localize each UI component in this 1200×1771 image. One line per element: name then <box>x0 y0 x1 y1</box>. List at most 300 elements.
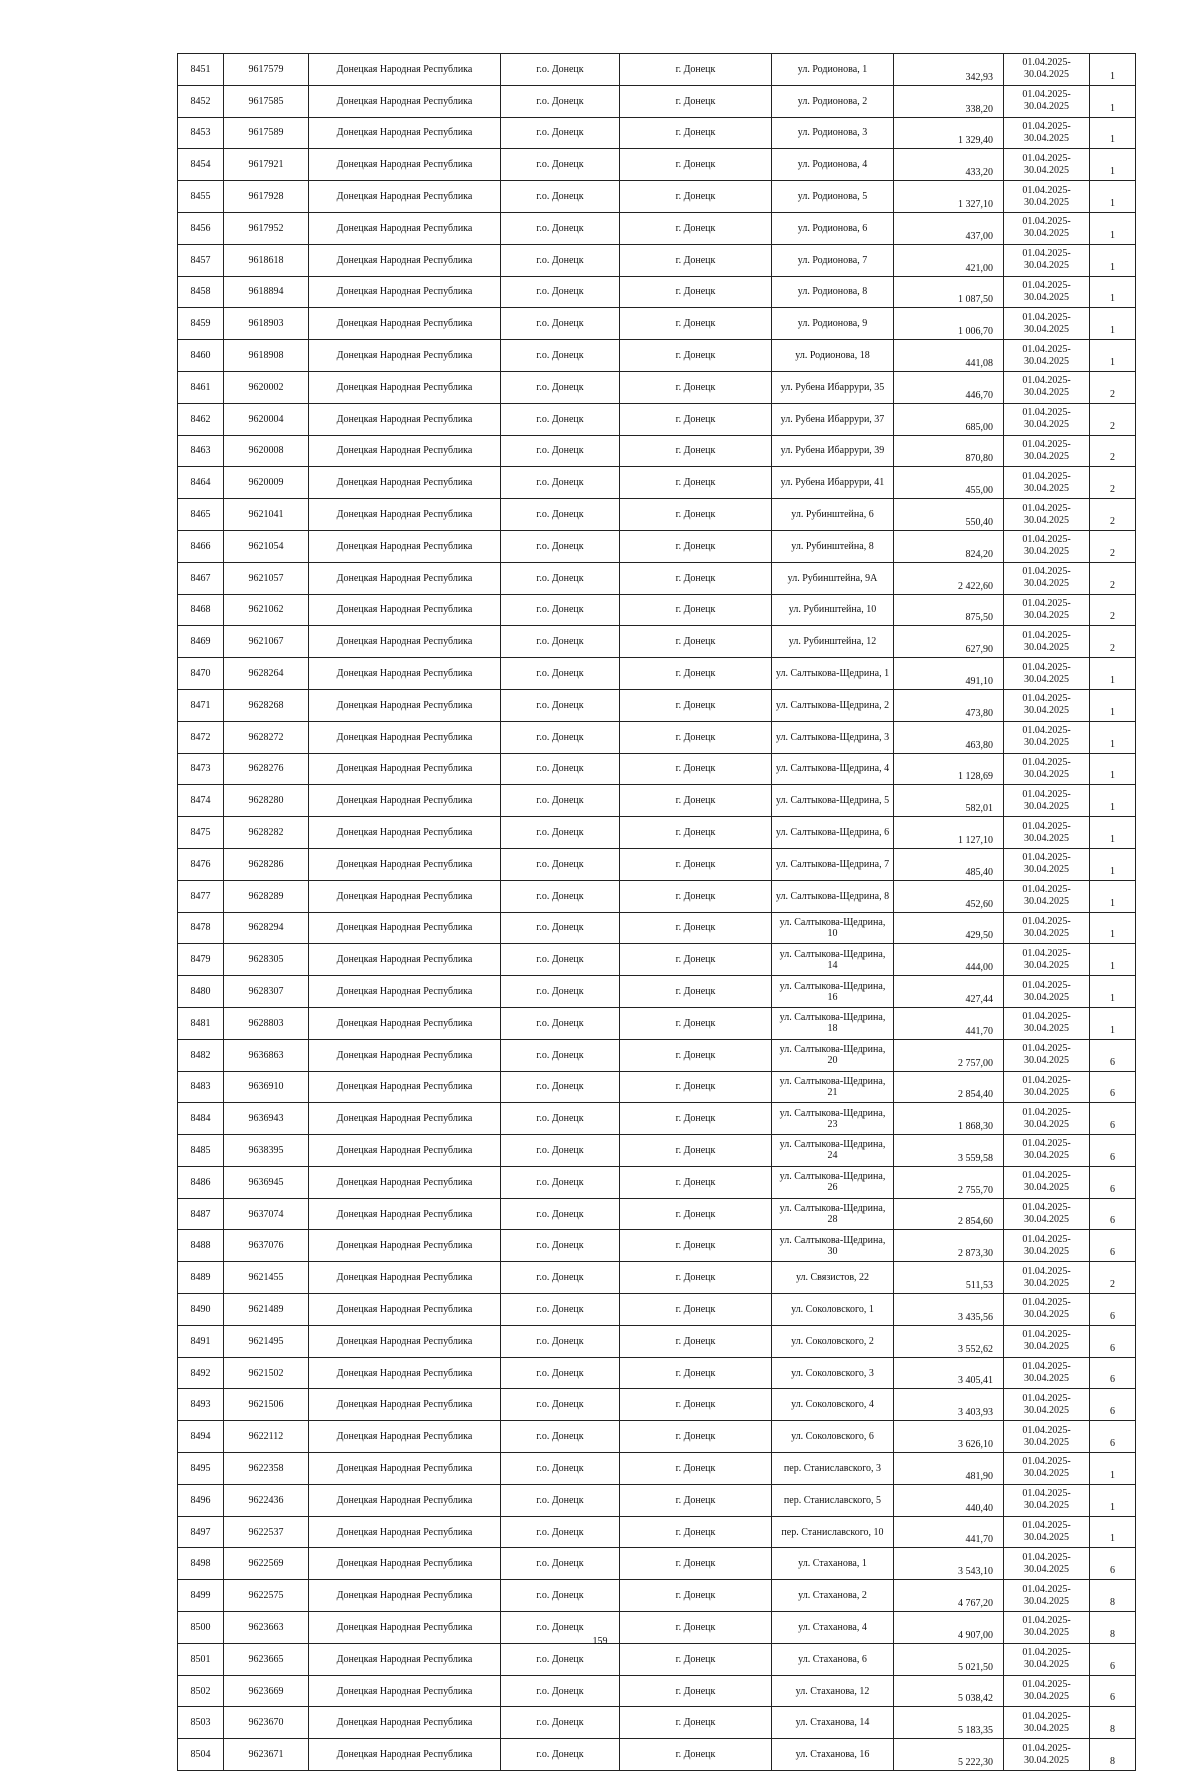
count-cell: 8 <box>1090 1612 1136 1644</box>
object-id-cell: 9628286 <box>224 848 309 880</box>
street-cell: ул. Соколовского, 4 <box>772 1389 894 1421</box>
area-cell: 441,08 <box>894 340 1004 372</box>
period-start: 01.04.2025- <box>1022 1329 1071 1341</box>
republic-cell: Донецкая Народная Республика <box>309 689 501 721</box>
area-cell: 473,80 <box>894 689 1004 721</box>
city-cell: г. Донецк <box>620 1484 772 1516</box>
period-end: 30.04.2025 <box>1024 546 1069 558</box>
table-row <box>178 1357 1136 1389</box>
city-cell: г. Донецк <box>620 562 772 594</box>
row-number-cell: 8504 <box>178 1739 224 1771</box>
district-cell: г.о. Донецк <box>501 276 620 308</box>
table-row <box>178 371 1136 403</box>
count-cell: 6 <box>1090 1071 1136 1103</box>
area-cell: 2 854,60 <box>894 1198 1004 1230</box>
object-id-cell: 9628294 <box>224 912 309 944</box>
row-number-cell: 8480 <box>178 976 224 1008</box>
object-id-cell: 9617921 <box>224 149 309 181</box>
count-cell: 8 <box>1090 1580 1136 1612</box>
city-cell: г. Донецк <box>620 1548 772 1580</box>
period-cell <box>1004 308 1090 340</box>
object-id-cell: 9623670 <box>224 1707 309 1739</box>
period-cell <box>1004 1262 1090 1294</box>
table-row <box>178 1389 1136 1421</box>
object-id-cell: 9620008 <box>224 435 309 467</box>
area-cell: 550,40 <box>894 499 1004 531</box>
table-row <box>178 181 1136 213</box>
street-cell: ул. Салтыкова-Щедрина, 3 <box>772 721 894 753</box>
count-cell: 6 <box>1090 1357 1136 1389</box>
street-cell: ул. Соколовского, 6 <box>772 1421 894 1453</box>
table-row <box>178 594 1136 626</box>
district-cell: г.о. Донецк <box>501 499 620 531</box>
object-id-cell: 9621502 <box>224 1357 309 1389</box>
count-cell: 2 <box>1090 562 1136 594</box>
city-cell: г. Донецк <box>620 1516 772 1548</box>
object-id-cell: 9621067 <box>224 626 309 658</box>
republic-cell: Донецкая Народная Республика <box>309 1071 501 1103</box>
period-start: 01.04.2025- <box>1022 1138 1071 1150</box>
city-cell: г. Донецк <box>620 403 772 435</box>
object-id-cell: 9617579 <box>224 54 309 86</box>
district-cell: г.о. Донецк <box>501 689 620 721</box>
row-number-cell: 8469 <box>178 626 224 658</box>
period-cell <box>1004 1548 1090 1580</box>
row-number-cell: 8498 <box>178 1548 224 1580</box>
city-cell: г. Донецк <box>620 689 772 721</box>
area-cell: 685,00 <box>894 403 1004 435</box>
count-cell: 8 <box>1090 1707 1136 1739</box>
period-start: 01.04.2025- <box>1022 1647 1071 1659</box>
republic-cell: Донецкая Народная Республика <box>309 658 501 690</box>
period-cell <box>1004 499 1090 531</box>
area-cell: 2 757,00 <box>894 1039 1004 1071</box>
object-id-cell: 9623669 <box>224 1675 309 1707</box>
street-cell: ул. Салтыкова-Щедрина, 28 <box>772 1198 894 1230</box>
table-row <box>178 1675 1136 1707</box>
period-start: 01.04.2025- <box>1022 629 1071 641</box>
object-id-cell: 9637074 <box>224 1198 309 1230</box>
area-cell: 1 006,70 <box>894 308 1004 340</box>
period-start: 01.04.2025- <box>1022 1202 1071 1214</box>
period-end: 30.04.2025 <box>1024 832 1069 844</box>
object-id-cell: 9621062 <box>224 594 309 626</box>
period-end: 30.04.2025 <box>1024 896 1069 908</box>
period-start: 01.04.2025- <box>1022 979 1071 991</box>
row-number-cell: 8499 <box>178 1580 224 1612</box>
city-cell: г. Донецк <box>620 848 772 880</box>
object-id-cell: 9621506 <box>224 1389 309 1421</box>
page-number: 159 <box>592 1636 608 1647</box>
period-end: 30.04.2025 <box>1024 1341 1069 1353</box>
republic-cell: Донецкая Народная Республика <box>309 912 501 944</box>
area-cell: 2 755,70 <box>894 1166 1004 1198</box>
republic-cell: Донецкая Народная Республика <box>309 1421 501 1453</box>
street-cell: ул. Родионова, 6 <box>772 212 894 244</box>
period-cell <box>1004 1484 1090 1516</box>
count-cell: 1 <box>1090 1007 1136 1039</box>
table-row <box>178 85 1136 117</box>
republic-cell: Донецкая Народная Республика <box>309 181 501 213</box>
period-end: 30.04.2025 <box>1024 1595 1069 1607</box>
city-cell: г. Донецк <box>620 1675 772 1707</box>
district-cell: г.о. Донецк <box>501 1643 620 1675</box>
district-cell: г.о. Донецк <box>501 1675 620 1707</box>
city-cell: г. Донецк <box>620 435 772 467</box>
period-start: 01.04.2025- <box>1022 120 1071 132</box>
row-number-cell: 8483 <box>178 1071 224 1103</box>
row-number-cell: 8457 <box>178 244 224 276</box>
period-end: 30.04.2025 <box>1024 260 1069 272</box>
period-cell <box>1004 1071 1090 1103</box>
period-cell <box>1004 912 1090 944</box>
area-cell: 444,00 <box>894 944 1004 976</box>
period-end: 30.04.2025 <box>1024 291 1069 303</box>
district-cell: г.о. Донецк <box>501 848 620 880</box>
district-cell: г.о. Донецк <box>501 212 620 244</box>
period-end: 30.04.2025 <box>1024 1754 1069 1766</box>
row-number-cell: 8487 <box>178 1198 224 1230</box>
object-id-cell: 9628264 <box>224 658 309 690</box>
object-id-cell: 9628305 <box>224 944 309 976</box>
row-number-cell: 8468 <box>178 594 224 626</box>
city-cell: г. Донецк <box>620 753 772 785</box>
republic-cell: Донецкая Народная Республика <box>309 1103 501 1135</box>
table-row <box>178 658 1136 690</box>
period-start: 01.04.2025- <box>1022 1106 1071 1118</box>
period-start: 01.04.2025- <box>1022 820 1071 832</box>
city-cell: г. Донецк <box>620 371 772 403</box>
table-row <box>178 880 1136 912</box>
period-start: 01.04.2025- <box>1022 1361 1071 1373</box>
period-start: 01.04.2025- <box>1022 438 1071 450</box>
period-cell <box>1004 1707 1090 1739</box>
object-id-cell: 9622112 <box>224 1421 309 1453</box>
period-cell <box>1004 181 1090 213</box>
period-cell <box>1004 1739 1090 1771</box>
period-end: 30.04.2025 <box>1024 641 1069 653</box>
republic-cell: Донецкая Народная Республика <box>309 1325 501 1357</box>
period-end: 30.04.2025 <box>1024 1023 1069 1035</box>
row-number-cell: 8466 <box>178 530 224 562</box>
street-cell: ул. Салтыкова-Щедрина, 4 <box>772 753 894 785</box>
republic-cell: Донецкая Народная Республика <box>309 721 501 753</box>
republic-cell: Донецкая Народная Республика <box>309 244 501 276</box>
object-id-cell: 9621489 <box>224 1294 309 1326</box>
street-cell: ул. Салтыкова-Щедрина, 18 <box>772 1007 894 1039</box>
object-id-cell: 9636945 <box>224 1166 309 1198</box>
period-cell <box>1004 1166 1090 1198</box>
row-number-cell: 8496 <box>178 1484 224 1516</box>
period-cell <box>1004 562 1090 594</box>
period-start: 01.04.2025- <box>1022 1456 1071 1468</box>
period-start: 01.04.2025- <box>1022 1742 1071 1754</box>
district-cell: г.о. Донецк <box>501 530 620 562</box>
period-end: 30.04.2025 <box>1024 800 1069 812</box>
table-row <box>178 530 1136 562</box>
period-cell <box>1004 276 1090 308</box>
period-end: 30.04.2025 <box>1024 1182 1069 1194</box>
city-cell: г. Донецк <box>620 944 772 976</box>
row-number-cell: 8463 <box>178 435 224 467</box>
period-cell <box>1004 976 1090 1008</box>
table-row <box>178 848 1136 880</box>
district-cell: г.о. Донецк <box>501 944 620 976</box>
republic-cell: Донецкая Народная Республика <box>309 499 501 531</box>
period-start: 01.04.2025- <box>1022 534 1071 546</box>
period-end: 30.04.2025 <box>1024 1245 1069 1257</box>
table-row <box>178 1103 1136 1135</box>
period-start: 01.04.2025- <box>1022 1233 1071 1245</box>
object-id-cell: 9636910 <box>224 1071 309 1103</box>
area-cell: 446,70 <box>894 371 1004 403</box>
area-cell: 485,40 <box>894 848 1004 880</box>
period-end: 30.04.2025 <box>1024 323 1069 335</box>
district-cell: г.о. Донецк <box>501 1135 620 1167</box>
count-cell: 6 <box>1090 1166 1136 1198</box>
street-cell: ул. Родионова, 2 <box>772 85 894 117</box>
table-row <box>178 817 1136 849</box>
period-cell <box>1004 467 1090 499</box>
street-cell: ул. Рубена Ибаррури, 37 <box>772 403 894 435</box>
row-number-cell: 8458 <box>178 276 224 308</box>
period-start: 01.04.2025- <box>1022 1710 1071 1722</box>
district-cell: г.о. Донецк <box>501 1580 620 1612</box>
period-start: 01.04.2025- <box>1022 1011 1071 1023</box>
republic-cell: Донецкая Народная Республика <box>309 1389 501 1421</box>
period-cell <box>1004 658 1090 690</box>
district-cell: г.о. Донецк <box>501 181 620 213</box>
district-cell: г.о. Донецк <box>501 1421 620 1453</box>
area-cell: 437,00 <box>894 212 1004 244</box>
row-number-cell: 8475 <box>178 817 224 849</box>
area-cell: 1 087,50 <box>894 276 1004 308</box>
district-cell: г.о. Донецк <box>501 1739 620 1771</box>
period-end: 30.04.2025 <box>1024 355 1069 367</box>
period-cell <box>1004 1230 1090 1262</box>
period-start: 01.04.2025- <box>1022 1297 1071 1309</box>
count-cell: 2 <box>1090 467 1136 499</box>
street-cell: ул. Салтыкова-Щедрина, 6 <box>772 817 894 849</box>
row-number-cell: 8495 <box>178 1453 224 1485</box>
period-end: 30.04.2025 <box>1024 1055 1069 1067</box>
street-cell: ул. Рубинштейна, 10 <box>772 594 894 626</box>
object-id-cell: 9621054 <box>224 530 309 562</box>
city-cell: г. Донецк <box>620 880 772 912</box>
city-cell: г. Донецк <box>620 1421 772 1453</box>
period-cell <box>1004 1675 1090 1707</box>
table-row <box>178 1294 1136 1326</box>
city-cell: г. Донецк <box>620 276 772 308</box>
object-id-cell: 9628307 <box>224 976 309 1008</box>
period-start: 01.04.2025- <box>1022 1074 1071 1086</box>
count-cell: 6 <box>1090 1198 1136 1230</box>
object-id-cell: 9622537 <box>224 1516 309 1548</box>
table-row <box>178 117 1136 149</box>
period-start: 01.04.2025- <box>1022 1488 1071 1500</box>
period-cell <box>1004 435 1090 467</box>
period-start: 01.04.2025- <box>1022 1520 1071 1532</box>
row-number-cell: 8490 <box>178 1294 224 1326</box>
count-cell: 2 <box>1090 594 1136 626</box>
district-cell: г.о. Донецк <box>501 1039 620 1071</box>
area-cell: 1 127,10 <box>894 817 1004 849</box>
republic-cell: Донецкая Народная Республика <box>309 1357 501 1389</box>
republic-cell: Донецкая Народная Республика <box>309 1007 501 1039</box>
period-end: 30.04.2025 <box>1024 1691 1069 1703</box>
period-end: 30.04.2025 <box>1024 1150 1069 1162</box>
row-number-cell: 8477 <box>178 880 224 912</box>
city-cell: г. Донецк <box>620 1453 772 1485</box>
period-cell <box>1004 1643 1090 1675</box>
city-cell: г. Донецк <box>620 1166 772 1198</box>
street-cell: ул. Родионова, 8 <box>772 276 894 308</box>
republic-cell: Донецкая Народная Республика <box>309 626 501 658</box>
street-cell: ул. Салтыкова-Щедрина, 21 <box>772 1071 894 1103</box>
period-cell <box>1004 689 1090 721</box>
area-cell: 2 422,60 <box>894 562 1004 594</box>
table-row <box>178 1135 1136 1167</box>
row-number-cell: 8456 <box>178 212 224 244</box>
period-start: 01.04.2025- <box>1022 1424 1071 1436</box>
period-end: 30.04.2025 <box>1024 514 1069 526</box>
period-start: 01.04.2025- <box>1022 1679 1071 1691</box>
table-row <box>178 689 1136 721</box>
table-row <box>178 753 1136 785</box>
housing-registry-table <box>177 53 1136 1771</box>
area-cell: 452,60 <box>894 880 1004 912</box>
table-row <box>178 499 1136 531</box>
object-id-cell: 9620009 <box>224 467 309 499</box>
period-cell <box>1004 1357 1090 1389</box>
period-end: 30.04.2025 <box>1024 1436 1069 1448</box>
street-cell: ул. Соколовского, 1 <box>772 1294 894 1326</box>
republic-cell: Донецкая Народная Республика <box>309 1198 501 1230</box>
district-cell: г.о. Донецк <box>501 308 620 340</box>
period-cell <box>1004 1580 1090 1612</box>
area-cell: 481,90 <box>894 1453 1004 1485</box>
count-cell: 1 <box>1090 340 1136 372</box>
street-cell: ул. Рубинштейна, 9А <box>772 562 894 594</box>
object-id-cell: 9628280 <box>224 785 309 817</box>
row-number-cell: 8462 <box>178 403 224 435</box>
republic-cell: Донецкая Народная Республика <box>309 54 501 86</box>
republic-cell: Донецкая Народная Республика <box>309 435 501 467</box>
period-cell <box>1004 371 1090 403</box>
period-start: 01.04.2025- <box>1022 279 1071 291</box>
period-end: 30.04.2025 <box>1024 1722 1069 1734</box>
period-cell <box>1004 54 1090 86</box>
period-cell <box>1004 212 1090 244</box>
republic-cell: Донецкая Народная Республика <box>309 308 501 340</box>
count-cell: 1 <box>1090 244 1136 276</box>
area-cell: 4 767,20 <box>894 1580 1004 1612</box>
table-row <box>178 1166 1136 1198</box>
count-cell: 6 <box>1090 1325 1136 1357</box>
row-number-cell: 8493 <box>178 1389 224 1421</box>
object-id-cell: 9617585 <box>224 85 309 117</box>
district-cell: г.о. Донецк <box>501 912 620 944</box>
row-number-cell: 8472 <box>178 721 224 753</box>
count-cell: 1 <box>1090 689 1136 721</box>
period-end: 30.04.2025 <box>1024 1404 1069 1416</box>
period-end: 30.04.2025 <box>1024 737 1069 749</box>
period-cell <box>1004 785 1090 817</box>
row-number-cell: 8482 <box>178 1039 224 1071</box>
district-cell: г.о. Донецк <box>501 340 620 372</box>
area-cell: 441,70 <box>894 1007 1004 1039</box>
period-end: 30.04.2025 <box>1024 1627 1069 1639</box>
republic-cell: Донецкая Народная Республика <box>309 276 501 308</box>
street-cell: ул. Родионова, 9 <box>772 308 894 340</box>
period-start: 01.04.2025- <box>1022 502 1071 514</box>
street-cell: ул. Салтыкова-Щедрина, 1 <box>772 658 894 690</box>
district-cell: г.о. Донецк <box>501 1325 620 1357</box>
street-cell: ул. Связистов, 22 <box>772 1262 894 1294</box>
row-number-cell: 8478 <box>178 912 224 944</box>
period-start: 01.04.2025- <box>1022 1551 1071 1563</box>
street-cell: ул. Стаханова, 16 <box>772 1739 894 1771</box>
period-end: 30.04.2025 <box>1024 419 1069 431</box>
district-cell: г.о. Донецк <box>501 1357 620 1389</box>
object-id-cell: 9628282 <box>224 817 309 849</box>
count-cell: 1 <box>1090 976 1136 1008</box>
street-cell: ул. Салтыкова-Щедрина, 23 <box>772 1103 894 1135</box>
table-row <box>178 912 1136 944</box>
count-cell: 1 <box>1090 817 1136 849</box>
row-number-cell: 8503 <box>178 1707 224 1739</box>
object-id-cell: 9620004 <box>224 403 309 435</box>
period-end: 30.04.2025 <box>1024 927 1069 939</box>
republic-cell: Донецкая Народная Республика <box>309 340 501 372</box>
count-cell: 1 <box>1090 753 1136 785</box>
street-cell: ул. Стаханова, 2 <box>772 1580 894 1612</box>
object-id-cell: 9621057 <box>224 562 309 594</box>
district-cell: г.о. Донецк <box>501 753 620 785</box>
count-cell: 2 <box>1090 626 1136 658</box>
row-number-cell: 8491 <box>178 1325 224 1357</box>
period-end: 30.04.2025 <box>1024 991 1069 1003</box>
republic-cell: Донецкая Народная Республика <box>309 785 501 817</box>
object-id-cell: 9638395 <box>224 1135 309 1167</box>
city-cell: г. Донецк <box>620 594 772 626</box>
period-cell <box>1004 1039 1090 1071</box>
table-row <box>178 244 1136 276</box>
object-id-cell: 9621041 <box>224 499 309 531</box>
table-row <box>178 54 1136 86</box>
count-cell: 2 <box>1090 499 1136 531</box>
district-cell: г.о. Донецк <box>501 403 620 435</box>
street-cell: ул. Рубена Ибаррури, 39 <box>772 435 894 467</box>
row-number-cell: 8459 <box>178 308 224 340</box>
republic-cell: Донецкая Народная Республика <box>309 85 501 117</box>
period-cell <box>1004 817 1090 849</box>
object-id-cell: 9623665 <box>224 1643 309 1675</box>
period-start: 01.04.2025- <box>1022 915 1071 927</box>
republic-cell: Донецкая Народная Республика <box>309 403 501 435</box>
object-id-cell: 9623671 <box>224 1739 309 1771</box>
city-cell: г. Донецк <box>620 1707 772 1739</box>
area-cell: 421,00 <box>894 244 1004 276</box>
city-cell: г. Донецк <box>620 1325 772 1357</box>
period-cell <box>1004 1103 1090 1135</box>
city-cell: г. Донецк <box>620 1198 772 1230</box>
table-row <box>178 212 1136 244</box>
city-cell: г. Донецк <box>620 1039 772 1071</box>
city-cell: г. Донецк <box>620 1071 772 1103</box>
area-cell: 441,70 <box>894 1516 1004 1548</box>
count-cell: 8 <box>1090 1739 1136 1771</box>
